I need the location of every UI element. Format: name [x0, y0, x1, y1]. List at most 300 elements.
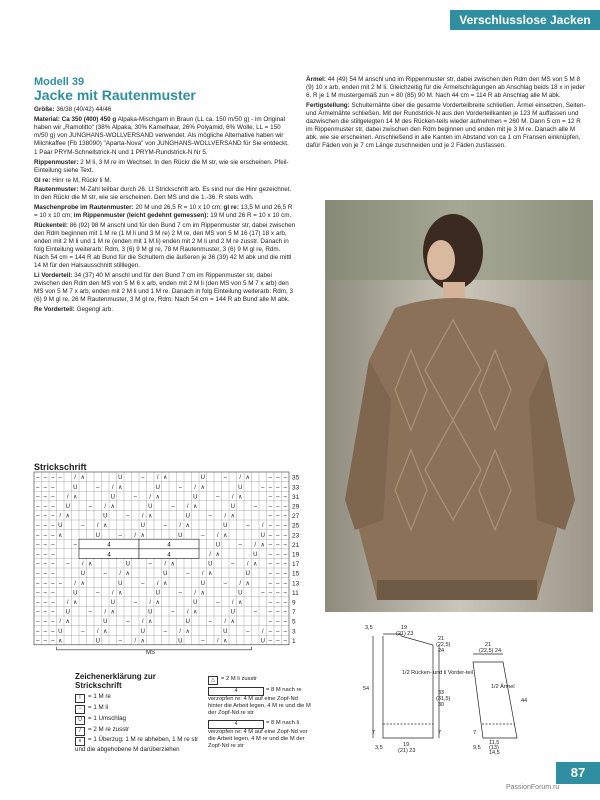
chart-symbol: –	[43, 580, 47, 587]
chart-symbol: –	[283, 504, 287, 510]
chart-symbol: –	[276, 484, 280, 491]
chart-symbol: –	[283, 494, 287, 501]
body-label-1: 1/2 Rücken- und li Vorder-teil	[402, 670, 473, 676]
body-bottom: 19	[403, 742, 410, 748]
chart-symbol: U	[253, 552, 258, 558]
chart-symbol: –	[201, 532, 205, 539]
model-photo	[325, 200, 593, 612]
chart-symbol: –	[51, 484, 55, 491]
chart-symbol: –	[276, 513, 280, 520]
chart-symbol: U	[230, 609, 235, 616]
model-number: Modell 39	[34, 76, 85, 88]
chart-symbol: –	[51, 628, 55, 635]
chart-symbol: /	[149, 494, 152, 501]
chart-symbol: U	[163, 571, 168, 578]
chart-symbol: U	[65, 504, 70, 510]
chart-symbol: –	[36, 494, 40, 501]
chart-symbol: ∧	[58, 532, 63, 539]
chart-symbol: –	[253, 504, 257, 510]
chart-symbol: –	[171, 609, 175, 616]
chart-title: Strickschrift	[34, 462, 87, 472]
sleeve-bottom-r-2: (13)	[489, 745, 499, 751]
chart-symbol: U	[155, 484, 160, 491]
cable-number: 4	[167, 552, 171, 559]
chart-symbol: /	[231, 494, 234, 501]
chart-symbol: –	[58, 475, 62, 482]
finishing-line: Fertigstellung: Schulternähte über die gesamte Vorderteilbreite schließen. Ärmel einsetzen, Seiten- und Ärmelnähte schließen. Mit der Rundstrick-N aus den Vorderteilkanten je 123 M auffassen und dazwischen die stillgelegten 14 M des Rücken-teils wieder aufnehmen = 260 M. Dann 5 cm = 12 R im Rippenmuster str, dabei zwischen den Rdm beginnen und enden mit je 3 M re. Danach alle M abk, wie sie erscheinen. Anschließend in alle Kanten im Abstand von ca 1 cm Fransen einknüpfen, dafür Fäden von je 7 cm Länge zuschneiden und je 2 Fäden zusfassen.	[306, 101, 586, 150]
chart-symbol: –	[283, 523, 287, 530]
chart-symbol: –	[163, 628, 167, 635]
instructions-right	[306, 76, 586, 152]
chart-symbol: –	[223, 580, 227, 587]
chart-symbol: U	[223, 523, 228, 530]
chart-symbol: ∧	[163, 475, 168, 482]
chart-symbol: ∧	[65, 513, 70, 520]
chart-symbol: ∧	[103, 628, 108, 635]
chart-symbol: –	[51, 494, 55, 501]
chart-symbol: –	[283, 532, 287, 539]
row-number: 7	[292, 609, 296, 617]
chart-symbol: ∧	[73, 600, 78, 606]
chart-symbol: –	[51, 561, 55, 568]
chart-symbol: –	[283, 542, 287, 549]
chart-symbol: –	[36, 580, 40, 587]
chart-symbol: –	[276, 638, 280, 645]
chart-symbol: –	[216, 494, 220, 501]
chart-symbol: ∧	[193, 504, 198, 510]
chart-symbol: U	[230, 504, 235, 510]
chart-symbol: –	[43, 571, 47, 578]
chart-symbol: /	[246, 561, 249, 568]
chart-symbol: –	[276, 542, 280, 549]
chart-symbol: –	[36, 590, 40, 597]
chart-symbol: –	[51, 523, 55, 530]
chart-symbol: U	[238, 484, 243, 491]
chart-symbol: ∧	[88, 561, 93, 568]
chart-symbol: ∧	[155, 494, 160, 501]
sleeve-top-2: (22,5) 24	[479, 648, 502, 654]
chart-symbol: /	[111, 590, 114, 597]
chart-symbol: –	[36, 475, 40, 482]
chart-symbol: –	[51, 638, 55, 645]
chart-symbol: –	[36, 571, 40, 578]
chart-symbol: ∧	[185, 628, 190, 635]
chart-symbol: –	[43, 619, 47, 626]
chart-symbol: –	[96, 484, 100, 491]
chart-symbol: –	[276, 619, 280, 626]
chart-symbol: ∧	[80, 580, 85, 587]
chart-symbol: U	[193, 600, 198, 606]
material-line: Material: Ca 350 (400) 450 g Alpaka-Mischgarn in Braun (LL ca. 150 m/50 g) - im Original haben wir „Ramolitto“ (38% Alpaka, 30% Kamelhaar, 26% Polyamid, 6% Wolle, LL = 150 m/50 g) von JUNGHANS-WOLLVERSAND verwendet. Als mögliche Alternative haben wir Milchkaffee (Fb 138090) "Aparta-Nova" von JUNGHANS-WOLLVERSAND für Sie entdeckt.	[34, 115, 289, 147]
chart-symbol: –	[43, 475, 47, 482]
chart-symbol: ∧	[170, 561, 175, 568]
body-inner-3: 30	[438, 702, 445, 708]
chart-symbol: –	[261, 484, 265, 491]
chart-symbol: –	[268, 532, 272, 539]
row-number: 19	[292, 551, 300, 559]
chart-symbol: –	[268, 552, 272, 558]
body-bottom-small: 3,5	[375, 745, 383, 751]
chart-symbol: U	[125, 561, 130, 568]
chart-symbol: U	[260, 532, 265, 539]
ms-label: MS	[146, 650, 155, 656]
chart-symbol: –	[118, 638, 122, 645]
chart-symbol: –	[268, 638, 272, 645]
chart-symbol: –	[208, 619, 212, 626]
chart-symbol: ∧	[118, 590, 123, 597]
chart-symbol: –	[276, 494, 280, 501]
chart-symbol: –	[268, 484, 272, 491]
chart-symbol: –	[276, 609, 280, 616]
chart-symbol: ∧	[110, 504, 115, 510]
chart-symbol: /	[149, 600, 152, 606]
cable-number: 4	[107, 542, 111, 549]
gl-line: Gl re: Hinr re M, Rückr li M.	[34, 176, 112, 184]
chart-symbol: ∧	[230, 513, 235, 520]
chart-symbol: –	[51, 504, 55, 510]
chart-symbol: /	[96, 523, 99, 530]
chart-symbol: U	[110, 494, 115, 501]
chart-symbol: /	[81, 561, 84, 568]
sleeve-bund: 7	[473, 730, 477, 736]
chart-symbol: –	[178, 484, 182, 491]
legend-title: Zeichenerklärung zur Strickschrift	[75, 672, 156, 690]
row-number: 3	[292, 628, 296, 636]
row-number: 23	[292, 532, 300, 540]
chart-symbol: /	[164, 561, 167, 568]
section-header: Verschlusslose Jacken	[450, 10, 600, 30]
chart-symbol: –	[223, 475, 227, 482]
row-number: 1	[292, 637, 296, 645]
legend-item: I = 1 M re	[75, 692, 205, 703]
chart-symbol: –	[276, 552, 280, 558]
chart-symbol: U	[73, 590, 78, 597]
chart-symbol: ∧	[65, 619, 70, 626]
chart-symbol: /	[209, 552, 212, 558]
cable-number: 4	[107, 552, 111, 559]
body-top-2: (21) 23	[396, 631, 414, 637]
sleeve-height: 44	[521, 698, 528, 704]
chart-symbol: –	[261, 590, 265, 597]
chart-symbol: –	[43, 609, 47, 616]
page-title: Jacke mit Rautenmuster	[34, 87, 196, 103]
chart-symbol: U	[118, 580, 123, 587]
chart-symbol: –	[201, 638, 205, 645]
chart-symbol: /	[224, 619, 227, 626]
chart-symbol: –	[268, 628, 272, 635]
chart-symbol: –	[36, 561, 40, 568]
chart-symbol: –	[126, 619, 130, 626]
chart-symbol: U	[178, 638, 183, 645]
chart-symbol: U	[148, 609, 153, 616]
chart-symbol: –	[276, 628, 280, 635]
chart-symbol: –	[51, 571, 55, 578]
chart-symbol: –	[51, 619, 55, 626]
chart-symbol: /	[186, 609, 189, 616]
chart-symbol: –	[43, 513, 47, 520]
watermark: PassionForum.ru	[506, 784, 560, 791]
chart-symbol: –	[43, 600, 47, 606]
chart-symbol: –	[43, 532, 47, 539]
chart-symbol: U	[148, 504, 153, 510]
chart-symbol: ∧	[215, 552, 220, 558]
chart-symbol: ∧	[253, 561, 258, 568]
row-number: 17	[292, 561, 300, 569]
legend-list	[75, 692, 205, 754]
chart-symbol: –	[36, 484, 40, 491]
chart-symbol: U	[73, 484, 78, 491]
sleeve-top: 21	[485, 642, 492, 648]
chart-symbol: /	[194, 590, 197, 597]
body-shoulder-3: 24	[438, 648, 445, 654]
chart-symbol: –	[276, 600, 280, 606]
chart-symbol: –	[276, 523, 280, 530]
body-shoulder: 21	[438, 636, 445, 642]
chart-symbol: –	[283, 638, 287, 645]
chart-symbol: –	[43, 523, 47, 530]
chart-symbol: /	[74, 475, 77, 482]
chart-symbol: –	[51, 552, 55, 558]
chart-symbol: –	[51, 600, 55, 606]
chart-symbol: ∧	[200, 484, 205, 491]
row-number: 29	[292, 503, 300, 511]
chart-symbol: ∧	[238, 600, 243, 606]
chart-symbol: –	[51, 542, 55, 549]
body-inner-2: (31,5)	[436, 696, 451, 702]
chart-symbol: /	[179, 523, 182, 530]
chart-symbol: ∧	[73, 494, 78, 501]
chart-symbol: –	[283, 609, 287, 616]
chart-symbol: –	[268, 580, 272, 587]
chart-symbol: –	[276, 590, 280, 597]
right-front-line: Re Vorderteil: Gegengl arb.	[34, 305, 113, 313]
chart-symbol: U	[208, 561, 213, 568]
chart-symbol: –	[58, 580, 62, 587]
chart-symbol: /	[104, 609, 107, 616]
chart-symbol: –	[36, 542, 40, 549]
chart-symbol: –	[43, 494, 47, 501]
body-height: 54	[363, 686, 370, 692]
chart-symbol: /	[141, 513, 144, 520]
chart-symbol: /	[201, 571, 204, 578]
sleeve-line: Ärmel: 44 (49) 54 M anschl und im Rippenmuster str, dabei zwischen den Rdm den MS von 5 M 8 (9) 10 x arb, enden mit 2 M li. Gleichzeitig für die Ärmelschrägungen ab Anschlag beids 18 x in jeder 6. R je 1 M mustergemäß zun = 80 (85) 90 M. Nach 44 cm = 114 R ab Anschlag alle M abk.	[306, 76, 585, 100]
chart-symbol: /	[224, 513, 227, 520]
chart-symbol: –	[36, 619, 40, 626]
left-front-line: Li Vorderteil: 34 (37) 40 M anschl und für den Bund 7 cm im Rippenmuster str, dabei zwischen den Rdm den MS von 5 M 6 x arb, enden mit 2 M li (den MS von 5 M 7 x arb) den MS von 5 M 7 x arb, enden mit 2 M li und 1 M re. Danach in folg Einteilung weiterarb: Rdm, 3 (6) 9 M gl re, 26 M Rautenmuster, 3 M gl re, Rdm. Nach 54 cm = 144 R ab Bund alle M abk.	[34, 271, 293, 304]
chart-symbol: –	[51, 475, 55, 482]
chart-symbol: /	[134, 638, 137, 645]
back-line: Rückenteil: 86 (92) 98 M anschl und für den Bund 7 cm im Rippenmuster str, dabei zwischen den Rdm beginnen mit 1 M re (1 M li und 3 M re) 2 M re, den MS von 5 M 16 (17) 18 x arb, enden mit 2 M li und 1 M re (enden mit 1 M li) enden mit 2 M li und 2 M re zusstr. Danach in folg Einteilung weiterarb: Rdm, 3 (6) 9 M gl re, 78 M Rautenmuster, 3 (6) 9 M gl re, Rdm. Nach 54 cm = 144 R ab Bund für die Schultern die äußeren je 36 (39) 42 M abk und die mittl 14 M für den Halsausschnitt stilllegen.	[34, 221, 296, 270]
chart-symbol: –	[231, 561, 235, 568]
chart-symbol: U	[118, 475, 123, 482]
needles-line: 1 Paar PRYM-Schnellstrick-N und 1 PRYM-Rundstrick-N Nr 5.	[34, 149, 208, 157]
chart-symbol: –	[133, 494, 137, 501]
chart-symbol: U	[223, 628, 228, 635]
chart-symbol: –	[253, 609, 257, 616]
chart-symbol: U	[245, 571, 250, 578]
chart-symbol: /	[66, 494, 69, 501]
chart-symbol: –	[36, 552, 40, 558]
chart-symbol: ∧	[80, 475, 85, 482]
chart-symbol: U	[238, 590, 243, 597]
chart-symbol: –	[283, 484, 287, 491]
chart-symbol: –	[283, 628, 287, 635]
chart-symbol: –	[118, 532, 122, 539]
chart-symbol: ∧	[125, 571, 130, 578]
chart-symbol: –	[283, 619, 287, 626]
chart-symbol: –	[268, 523, 272, 530]
chart-symbol: –	[133, 600, 137, 606]
chart-symbol: –	[36, 600, 40, 606]
row-number: 33	[292, 484, 300, 492]
chart-symbol: U	[80, 571, 85, 578]
row-number: 5	[292, 618, 296, 626]
chart-symbol: ∧	[148, 513, 153, 520]
page-number: 87	[556, 762, 600, 784]
row-number: 21	[292, 541, 300, 549]
chart-symbol: –	[36, 504, 40, 510]
chart-symbol: /	[111, 484, 114, 491]
chart-symbol: /	[261, 523, 264, 530]
chart-symbol: U	[193, 494, 198, 501]
chart-symbol: U	[155, 590, 160, 597]
chart-symbol: –	[36, 532, 40, 539]
chart-symbol: /	[96, 628, 99, 635]
chart-symbol: –	[276, 475, 280, 482]
chart-symbol: –	[36, 628, 40, 635]
chart-symbol: –	[283, 513, 287, 520]
chart-symbol: –	[43, 504, 47, 510]
row-number: 11	[292, 589, 299, 597]
chart-symbol: –	[283, 552, 287, 558]
chart-symbol: –	[283, 590, 287, 597]
chart-symbol: U	[140, 628, 145, 635]
rippen-line: Rippenmuster: 2 M li, 3 M re im Wechsel. In den Rückr die M str, wie sie erscheinen. Pfeil-Einteilung siehe Text.	[34, 159, 289, 175]
chart-symbol: –	[36, 609, 40, 616]
chart-symbol: –	[276, 532, 280, 539]
sleeve-bottom-r-3: 14,5	[489, 750, 500, 756]
chart-symbol: –	[268, 600, 272, 606]
chart-symbol: –	[283, 600, 287, 606]
body-bund-r: 7	[438, 730, 442, 736]
chart-symbol: /	[186, 504, 189, 510]
legend-item: – = 1 M li	[75, 703, 205, 714]
chart-symbol: –	[283, 580, 287, 587]
chart-symbol: –	[276, 504, 280, 510]
chart-symbol: –	[276, 580, 280, 587]
chart-symbol: /	[119, 571, 122, 578]
chart-symbol: –	[88, 504, 92, 510]
chart-symbol: ∧	[58, 638, 63, 645]
chart-symbol: –	[81, 523, 85, 530]
gauge-line: Maschenprobe im Rautenmuster: 20 M und 26,5 R = 10 x 10 cm; gl re: 13,5 M und 26,5 R = 10 x 10 cm; im Rippenmuster (leicht gedehnt gemessen): 19 M und 26 R = 10 x 10 cm.	[34, 204, 293, 220]
chart-symbol: –	[43, 628, 47, 635]
chart-symbol: U	[65, 609, 70, 616]
chart-symbol: –	[268, 609, 272, 616]
chart-symbol: /	[239, 580, 242, 587]
chart-symbol: ∧	[245, 475, 250, 482]
chart-symbol: –	[268, 504, 272, 510]
row-number: 9	[292, 599, 296, 607]
chart-symbol: –	[268, 561, 272, 568]
body-bund: 7	[372, 730, 376, 736]
chart-symbol: /	[179, 628, 182, 635]
chart-symbol: U	[95, 638, 100, 645]
raute-line: Rautenmuster: M-Zahl teilbar durch 26. Lt Strickschrift arb. Es sind nur die Hinr gezeichnet. In den Rückr die M str, wie sie erscheinen. Den MS und die 1.-36. R stets wdh.	[34, 186, 292, 202]
chart-symbol: –	[103, 571, 107, 578]
chart-symbol: ∧	[118, 484, 123, 491]
chart-symbol: –	[51, 590, 55, 597]
chart-symbol: –	[51, 532, 55, 539]
chart-symbol: –	[238, 542, 242, 549]
chart-symbol: –	[163, 523, 167, 530]
cable-number: 4	[167, 542, 171, 549]
chart-symbol: –	[268, 475, 272, 482]
chart-symbol: –	[43, 552, 47, 558]
chart-symbol: –	[246, 523, 250, 530]
chart-symbol: –	[283, 561, 287, 568]
chart-symbol: –	[283, 475, 287, 482]
chart-symbol: –	[268, 494, 272, 501]
chart-symbol: –	[43, 484, 47, 491]
legend-item: U = 1 Umschlag	[75, 714, 205, 725]
chart-symbol: /	[216, 638, 219, 645]
chart-symbol: –	[148, 561, 152, 568]
chart-symbol: U	[95, 532, 100, 539]
legend-item: 4 = 8 M nach re verzopfen re: 4 M auf eine Zopf-Nd hinter die Arbeit legen, 4 M re und die M der Zopf-Nd re str	[208, 687, 311, 717]
row-number: 35	[292, 474, 300, 482]
chart-symbol: U	[200, 475, 205, 482]
body-inner: 33	[438, 690, 445, 696]
chart-symbol: –	[216, 600, 220, 606]
chart-symbol: /	[141, 619, 144, 626]
chart-symbol: /	[194, 484, 197, 491]
chart-symbol: –	[276, 561, 280, 568]
chart-symbol: –	[186, 571, 190, 578]
chart-symbol: –	[283, 571, 287, 578]
sleeve-bottom-r: 11,5	[489, 740, 500, 746]
chart-symbol: –	[36, 523, 40, 530]
chart-symbol: U	[178, 532, 183, 539]
chart-symbol: –	[268, 571, 272, 578]
chart-symbol: ∧	[193, 609, 198, 616]
chart-symbol: U	[200, 580, 205, 587]
chart-symbol: ∧	[155, 600, 160, 606]
chart-symbol: –	[66, 561, 70, 568]
chart-symbol: ∧	[185, 523, 190, 530]
chart-symbol: –	[51, 609, 55, 616]
chart-symbol: /	[156, 475, 159, 482]
chart-symbol: U	[110, 600, 115, 606]
chart-symbol: ∧	[163, 580, 168, 587]
chart-symbol: /	[59, 513, 62, 520]
chart-symbol: /	[74, 580, 77, 587]
chart-symbol: U	[260, 638, 265, 645]
sleeve-bottom-l: 9,5	[473, 745, 481, 751]
chart-symbol: –	[208, 513, 212, 520]
size-schematic	[355, 618, 555, 763]
legend-list-2	[208, 676, 313, 750]
chart-symbol: U	[103, 619, 108, 626]
row-number: 13	[292, 580, 300, 588]
chart-symbol: –	[36, 513, 40, 520]
chart-symbol: –	[268, 590, 272, 597]
chart-symbol: ∧	[223, 638, 228, 645]
chart-symbol: –	[246, 628, 250, 635]
chart-symbol: –	[51, 580, 55, 587]
body-left-small: 3,5	[365, 625, 373, 631]
chart-symbol: –	[43, 542, 47, 549]
